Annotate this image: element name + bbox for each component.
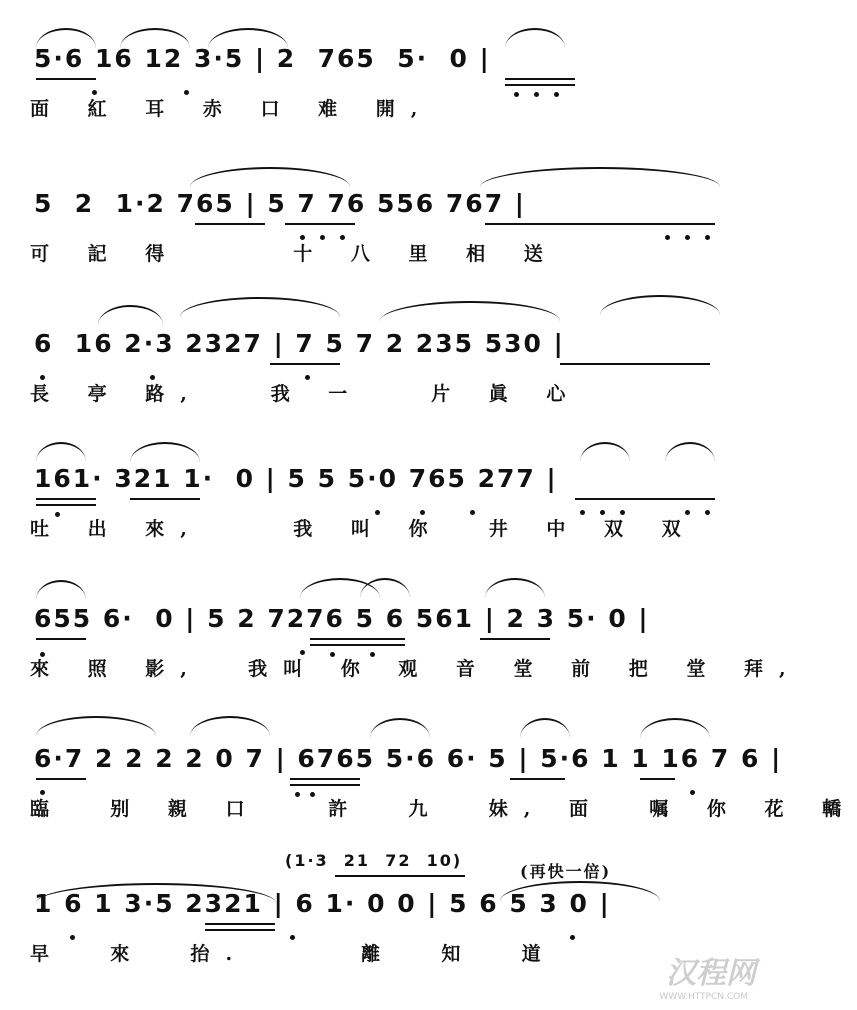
octave-dot: [375, 510, 380, 515]
beam-underline: [36, 504, 96, 506]
octave-dot: [690, 790, 695, 795]
octave-dot: [570, 935, 575, 940]
watermark-logo: 汉程网: [666, 956, 756, 991]
octave-dot: [300, 235, 305, 240]
notation-line: 6 16 2·3 2327 | 7 5 7 2 235 530 |: [34, 329, 565, 358]
score-system-6: [0, 700, 857, 840]
beam-underline: [285, 223, 355, 225]
slur: [580, 442, 630, 462]
score-system-5: [0, 560, 802, 700]
slur: [485, 578, 545, 598]
ossia-notation: (1·3 21 72 10): [285, 851, 463, 870]
slur: [370, 718, 430, 738]
octave-dot: [320, 235, 325, 240]
octave-dot: [40, 790, 45, 795]
beam-underline: [575, 498, 715, 500]
beam-underline: [510, 778, 565, 780]
beam-underline: [485, 223, 715, 225]
octave-dot: [705, 235, 710, 240]
octave-dot: [340, 235, 345, 240]
octave-dot: [620, 510, 625, 515]
beam-underline: [290, 784, 360, 786]
octave-dot: [150, 375, 155, 380]
lyrics-line: 臨 别 親 口 許 九 妹, 面 嘱 你 花 轎: [30, 798, 857, 820]
score-system-1: [0, 0, 770, 140]
octave-dot: [580, 510, 585, 515]
tempo-mark: (再快一倍): [520, 862, 612, 881]
beam-underline: [310, 644, 405, 646]
slur: [98, 305, 163, 325]
beam-underline: [36, 498, 96, 500]
score-system-3: [0, 285, 770, 425]
slur: [190, 716, 270, 736]
beam-underline: [36, 778, 86, 780]
octave-dot: [470, 510, 475, 515]
slur: [600, 295, 720, 315]
lyrics-line: 早 來 抬. 離 知 道: [30, 943, 557, 965]
octave-dot: [184, 90, 189, 95]
slur: [36, 442, 86, 462]
beam-underline: [130, 498, 200, 500]
beam-underline: [310, 638, 405, 640]
notation-line: 1 6 1 3·5 2321 | 6 1· 0 0 | 5 6 5 3 0 |: [34, 889, 611, 918]
slur: [480, 167, 720, 187]
score-system-2: [0, 145, 770, 285]
beam-underline: [480, 638, 550, 640]
slur: [380, 301, 560, 321]
beam-underline: [560, 363, 710, 365]
watermark-url: WWW.HTTPCN.COM: [659, 992, 748, 1002]
octave-dot: [305, 375, 310, 380]
slur: [130, 442, 200, 462]
beam-underline: [36, 638, 86, 640]
notation-line: 161· 321 1· 0 | 5 5 5·0 765 277 |: [34, 464, 558, 493]
beam-underline: [290, 778, 360, 780]
notation-line: 6·7 2 2 2 2 0 7 | 6765 5·6 6· 5 | 5·6 1 1 16 7 6 |: [34, 744, 783, 773]
lyrics-line: 來 照 影, 我叫 你 观 音 堂 前 把 堂 拜,: [30, 658, 802, 680]
octave-dot: [514, 92, 519, 97]
slur: [505, 28, 565, 48]
beam-underline: [335, 875, 465, 877]
octave-dot: [40, 375, 45, 380]
slur: [665, 442, 715, 462]
octave-dot: [290, 935, 295, 940]
octave-dot: [92, 90, 97, 95]
beam-underline: [505, 78, 575, 80]
score-system-4: [0, 420, 770, 560]
slur: [520, 718, 570, 738]
octave-dot: [554, 92, 559, 97]
slur: [360, 578, 410, 598]
octave-dot: [600, 510, 605, 515]
lyrics-line: 面 紅 耳 赤 口 难 開,: [30, 98, 434, 120]
score-system-7: [0, 845, 770, 985]
beam-underline: [505, 84, 575, 86]
lyrics-line: 吐 出 來, 我 叫 你 井 中 双 双: [30, 518, 697, 540]
notation-line: 5 2 1·2 765 | 5 7 76 556 767 |: [34, 189, 526, 218]
lyrics-line: 可 記 得 十 八 里 相 送: [30, 243, 559, 265]
notation-line: 5·6 16 12 3·5 | 2 765 5· 0 |: [34, 44, 491, 73]
octave-dot: [705, 510, 710, 515]
slur: [180, 297, 340, 317]
lyrics-line: 長 亭 路, 我 一 片 眞 心: [30, 383, 582, 405]
notation-line: 655 6· 0 | 5 2 7276 5 6 561 | 2 3 5· 0 |: [34, 604, 650, 633]
octave-dot: [420, 510, 425, 515]
octave-dot: [300, 650, 305, 655]
octave-dot: [534, 92, 539, 97]
slur: [36, 580, 86, 600]
octave-dot: [685, 510, 690, 515]
octave-dot: [665, 235, 670, 240]
beam-underline: [195, 223, 265, 225]
beam-underline: [205, 923, 275, 925]
beam-underline: [640, 778, 675, 780]
beam-underline: [205, 929, 275, 931]
octave-dot: [685, 235, 690, 240]
beam-underline: [36, 78, 96, 80]
beam-underline: [270, 363, 340, 365]
slur: [640, 718, 710, 738]
slur: [36, 716, 156, 736]
octave-dot: [70, 935, 75, 940]
slur: [190, 167, 350, 187]
